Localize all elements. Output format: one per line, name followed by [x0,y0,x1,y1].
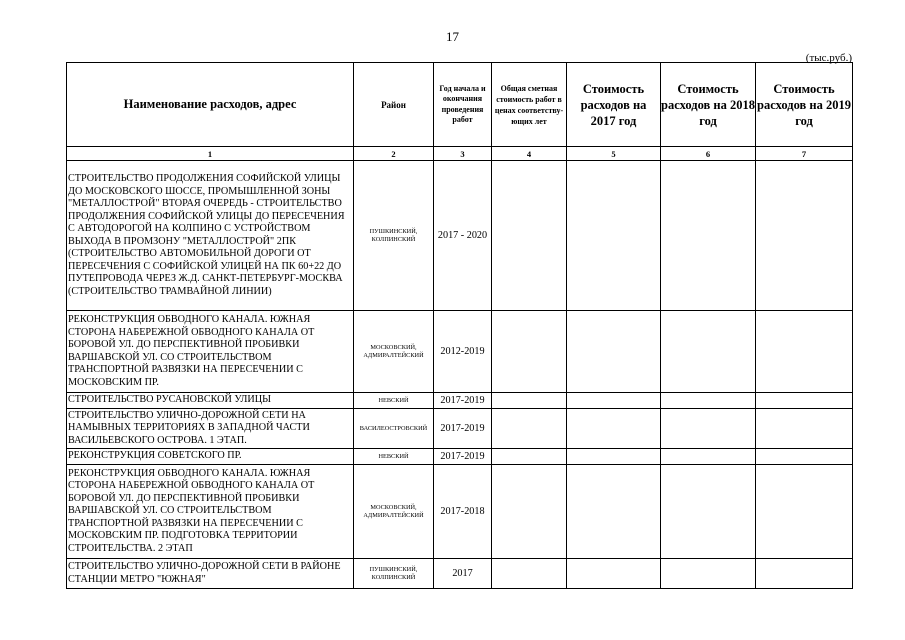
cost-2018-cell [661,409,756,449]
column-number: 4 [492,147,567,161]
district-cell: ПУШКИНСКИЙ, КОЛПИНСКИЙ [354,559,434,589]
cost-2017-cell [567,449,661,465]
total-cost-cell [492,409,567,449]
district-cell: ВАСИЛЕОСТРОВСКИЙ [354,409,434,449]
column-number-row [67,147,853,161]
district-cell: МОСКОВСКИЙ, АДМИРАЛТЕЙСКИЙ [354,311,434,393]
years-cell: 2012-2019 [434,311,492,393]
cost-2017-cell [567,465,661,559]
unit-label: (тыс.руб.) [805,52,852,64]
table-row [67,311,853,393]
page-number: 17 [446,29,459,44]
cost-2019-cell [756,311,853,393]
cost-2017-cell [567,311,661,393]
table-row [67,559,853,589]
column-number: 2 [354,147,434,161]
district-cell: МОСКОВСКИЙ, АДМИРАЛТЕЙСКИЙ [354,465,434,559]
header-cost-2019: Стоимость расходов на 2019 год [756,63,853,147]
years-cell: 2017-2018 [434,465,492,559]
header-total-cost: Общая сметная стоимость работ в ценах соответству-ющих лет [492,63,567,147]
cost-2017-cell [567,559,661,589]
district-cell: ПУШКИНСКИЙ, КОЛПИНСКИЙ [354,161,434,311]
district-cell: НЕВСКИЙ [354,449,434,465]
total-cost-cell [492,465,567,559]
cost-2017-cell [567,393,661,409]
cost-2017-cell [567,161,661,311]
total-cost-cell [492,311,567,393]
years-cell: 2017 - 2020 [434,161,492,311]
table-row [67,161,853,311]
column-number: 6 [661,147,756,161]
cost-2018-cell [661,465,756,559]
cost-2018-cell [661,311,756,393]
total-cost-cell [492,393,567,409]
expense-name: СТРОИТЕЛЬСТВО РУСАНОВСКОЙ УЛИЦЫ [67,393,354,409]
header-cost-2017: Стоимость расходов на 2017 год [567,63,661,147]
header-name: Наименование расходов, адрес [67,63,354,147]
header-row [67,63,853,147]
expenses-table [66,62,853,589]
total-cost-cell [492,161,567,311]
expense-name: РЕКОНСТРУКЦИЯ ОБВОДНОГО КАНАЛА. ЮЖНАЯ СТОРОНА НАБЕРЕЖНОЙ ОБВОДНОГО КАНАЛА ОТ БОРОВОЙ УЛ. ДО ПЕРСПЕКТИВНОЙ ПРОБИВКИ ВАРШАВСКОЙ УЛ. СО СТРОИТЕЛЬСТВОМ ТРАНСПОРТНОЙ РАЗВЯЗКИ НА ПЕРЕСЕЧЕНИИ С МОСКОВСКИМ ПР. [67,311,354,393]
column-number: 1 [67,147,354,161]
cost-2019-cell [756,409,853,449]
expense-name: РЕКОНСТРУКЦИЯ СОВЕТСКОГО ПР. [67,449,354,465]
total-cost-cell [492,449,567,465]
header-years: Год начала и окончания проведения работ [434,63,492,147]
column-number: 3 [434,147,492,161]
years-cell: 2017-2019 [434,393,492,409]
expense-name: СТРОИТЕЛЬСТВО УЛИЧНО-ДОРОЖНОЙ СЕТИ НА НАМЫВНЫХ ТЕРРИТОРИЯХ В ЗАПАДНОЙ ЧАСТИ ВАСИЛЬЕВСКОГО ОСТРОВА. 1 ЭТАП. [67,409,354,449]
total-cost-cell [492,559,567,589]
district-cell: НЕВСКИЙ [354,393,434,409]
cost-2018-cell [661,449,756,465]
years-cell: 2017-2019 [434,409,492,449]
years-cell: 2017-2019 [434,449,492,465]
cost-2018-cell [661,161,756,311]
cost-2019-cell [756,393,853,409]
table-row [67,409,853,449]
table-row [67,465,853,559]
header-district: Район [354,63,434,147]
cost-2019-cell [756,465,853,559]
years-cell: 2017 [434,559,492,589]
expense-name: РЕКОНСТРУКЦИЯ ОБВОДНОГО КАНАЛА. ЮЖНАЯ СТОРОНА НАБЕРЕЖНОЙ ОБВОДНОГО КАНАЛА ОТ БОРОВОЙ УЛ. ДО ПЕРСПЕКТИВНОЙ ПРОБИВКИ ВАРШАВСКОЙ УЛ. СО СТРОИТЕЛЬСТВОМ ТРАНСПОРТНОЙ РАЗВЯЗКИ НА ПЕРЕСЕЧЕНИИ С МОСКОВСКИМ ПР. ПОДГОТОВКА ТЕРРИТОРИИ СТРОИТЕЛЬСТВА. 2 ЭТАП [67,465,354,559]
table-row [67,393,853,409]
table-row [67,449,853,465]
cost-2019-cell [756,449,853,465]
cost-2019-cell [756,161,853,311]
expense-name: СТРОИТЕЛЬСТВО ПРОДОЛЖЕНИЯ СОФИЙСКОЙ УЛИЦЫ ДО МОСКОВСКОГО ШОССЕ, ПРОМЫШЛЕННОЙ ЗОНЫ "МЕТАЛЛОСТРОЙ" ВТОРАЯ ОЧЕРЕДЬ - СТРОИТЕЛЬСТВО ПРОДОЛЖЕНИЯ СОФИЙСКОЙ УЛИЦЫ ДО ПЕРЕСЕЧЕНИЯ С АВТОДОРОГОЙ НА КОЛПИНО С УСТРОЙСТВОМ ВЫХОДА В ПРОМЗОНУ "МЕТАЛЛОСТРОЙ" 2ПК (СТРОИТЕЛЬСТВО АВТОМОБИЛЬНОЙ ДОРОГИ ОТ ПЕРЕСЕЧЕНИЯ С СОФИЙСКОЙ УЛИЦЕЙ НА ПК 60+22 ДО ПУТЕПРОВОДА ЧЕРЕЗ Ж.Д. САНКТ-ПЕТЕРБУРГ-МОСКВА (СТРОИТЕЛЬСТВО ТРАМВАЙНОЙ ЛИНИИ) [67,161,354,311]
expense-name: СТРОИТЕЛЬСТВО УЛИЧНО-ДОРОЖНОЙ СЕТИ В РАЙОНЕ СТАНЦИИ МЕТРО "ЮЖНАЯ" [67,559,354,589]
cost-2017-cell [567,409,661,449]
header-cost-2018: Стоимость расходов на 2018 год [661,63,756,147]
cost-2018-cell [661,559,756,589]
column-number: 5 [567,147,661,161]
cost-2018-cell [661,393,756,409]
column-number: 7 [756,147,853,161]
cost-2019-cell [756,559,853,589]
